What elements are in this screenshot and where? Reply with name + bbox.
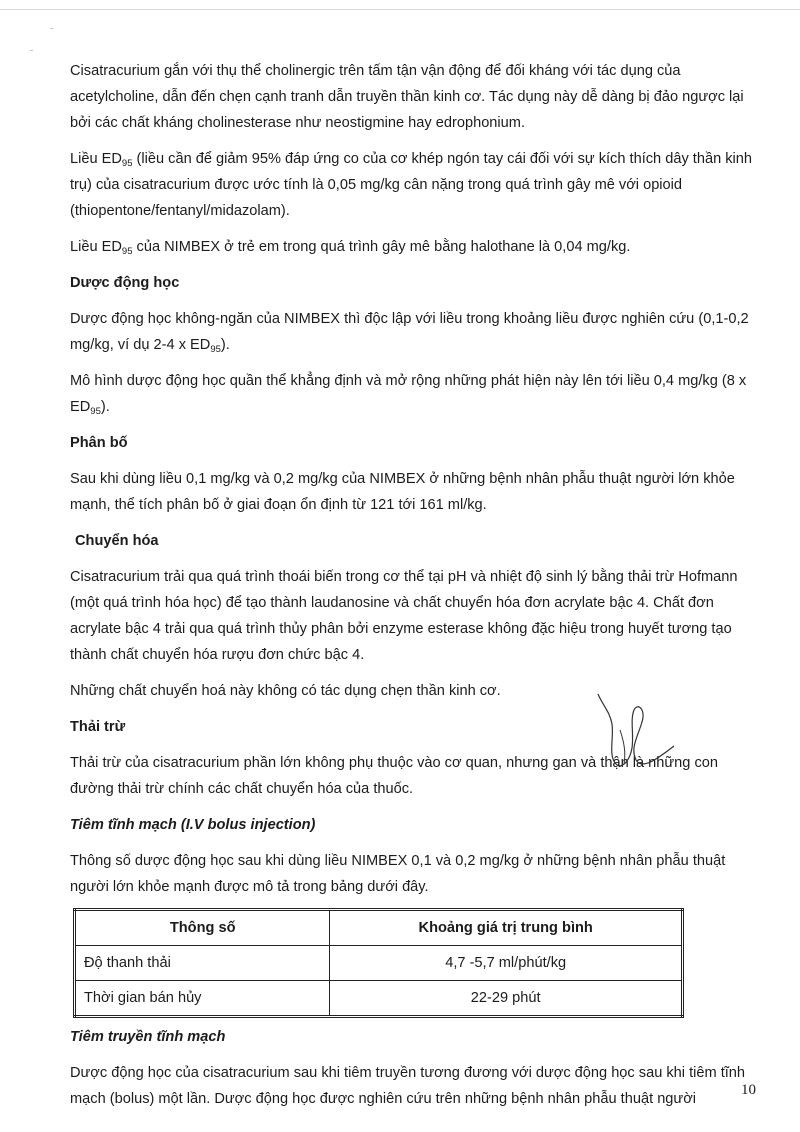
table-header-cell: Khoảng giá trị trung bình [330,910,683,946]
paragraph-ed95-children: Liều $ED_{95}$ của NIMBEX ở trẻ em trong quá trình gây mê bằng halothane là 0,04 mg/kg. [70,239,631,257]
table-header-cell: Thông số [75,910,330,946]
paragraph-iv-infusion: Dược động học của cisatracurium sau khi tiêm truyền tương đương với dược động học sau khi tiêm tĩnh mạch (bolus) một lần. Dược động học được nghiên cứu trên những bệnh nhân phẫu thuật người [70,1065,746,1107]
scan-speck [30,50,33,51]
document-body [70,58,760,1122]
handwritten-signature [590,690,680,780]
page-number: 10 [741,1082,756,1098]
paragraph-metabolites: Những chất chuyển hoá này không có tác dụng chẹn thần kinh cơ. [70,683,501,699]
heading-elimination: Thải trừ [70,719,126,735]
paragraph-mechanism: Cisatracurium gắn với thụ thể cholinergic trên tấm tận vận động để đối kháng với tác dụng của acetylcholine, dẫn đến chẹn cạnh tranh dẫn truyền thần kinh cơ. Tác dụng này dễ dàng bị đảo ngược lại bởi các chất kháng cholinesterase như neostigmine hay edrophonium. [70,63,744,131]
paragraph-ed95-adult: Liều $ED_{95}$ (liều cần để giảm 95% đáp ứng co của cơ khép ngón tay cái đối với sự kích thích dây thần kinh trụ) của cisatracurium được ước tính là 0,05 mg/kg cân nặng trong quá trình gây mê với opioid (thiopentone/fentanyl/midazolam). [70,151,753,219]
heading-iv-bolus: Tiêm tĩnh mạch (I.V bolus injection) [70,817,316,833]
paragraph-metabolism: Cisatracurium trải qua quá trình thoái biến trong cơ thể tại pH và nhiệt độ sinh lý bằng thải trừ Hofmann (một quá trình hóa học) để tạo thành laudanosine và chất chuyển hóa đơn acrylate bậc 4. Chất đơn acrylate bậc 4 trải qua quá trình thủy phân bởi enzyme esterase không đặc hiệu trong huyết tương tạo thành chất chuyển hóa rượu đơn chức bậc 4. [70,569,738,663]
paragraph-noncompartmental: Dược động học không-ngăn của NIMBEX thì độc lập với liều trong khoảng liều được nghiên cứu (0,1-0,2 mg/kg, ví dụ 2-4 x $ED_{95}$). [70,311,749,355]
top-border-line [0,9,800,10]
heading-iv-infusion: Tiêm truyền tĩnh mạch [70,1029,226,1045]
paragraph-elimination: Thải trừ của cisatracurium phần lớn không phụ thuộc vào cơ quan, nhưng gan và thận là những con đường thải trừ chính các chất chuyển hóa của thuốc. [70,755,719,797]
scan-speck [50,28,53,29]
table-cell: Thời gian bán hủy [75,981,330,1017]
table-row [75,946,683,981]
heading-pharmacokinetics: Dược động học [70,275,180,291]
table-cell: 22-29 phút [330,981,683,1017]
paragraph-iv-bolus: Thông số dược động học sau khi dùng liều NIMBEX 0,1 và 0,2 mg/kg ở những bệnh nhân phẫu thuật người lớn khỏe mạnh được mô tả trong bảng dưới đây. [70,853,726,895]
table-cell: Độ thanh thải [75,946,330,981]
table-row [75,981,683,1017]
heading-distribution: Phân bố [70,435,128,451]
table-cell: 4,7 -5,7 ml/phút/kg [330,946,683,981]
paragraph-population-model: Mô hình dược động học quần thể khẳng định và mở rộng những phát hiện này lên tới liều 0,4 mg/kg (8 x $ED_{95}$). [70,373,747,417]
heading-metabolism: Chuyển hóa [75,533,159,549]
pk-parameters-table [73,908,684,1018]
paragraph-distribution: Sau khi dùng liều 0,1 mg/kg và 0,2 mg/kg của NIMBEX ở những bệnh nhân phẫu thuật người lớn khỏe mạnh, thể tích phân bố ở giai đoạn ổn định từ 121 tới 161 ml/kg. [70,471,735,513]
table-header-row [75,910,683,946]
